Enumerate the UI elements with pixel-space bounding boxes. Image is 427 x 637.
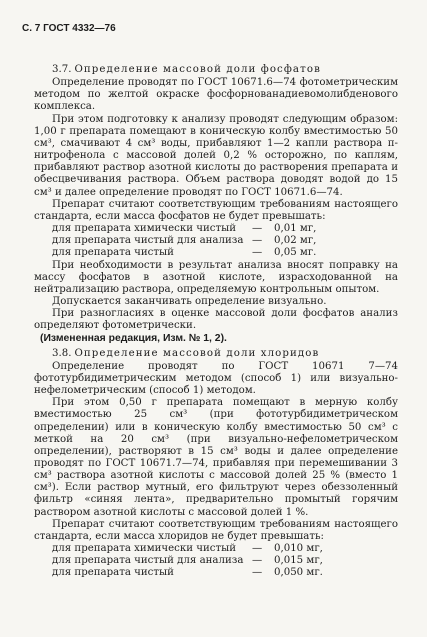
paragraph: Определение проводят по ГОСТ 10671.6—74 фотометрическим методом по желтой окраске фосфорнованадиевомолибденового комплекса. bbox=[34, 77, 398, 113]
paragraph: При необходимости в результат анализа вносят поправку на массу фосфатов в азотной кислоте, израсходованной на нейтрализацию раствора, определяемую контрольным опытом. bbox=[34, 259, 398, 295]
section-number: 3.7. bbox=[52, 64, 72, 75]
limit-row bbox=[34, 555, 398, 567]
limit-row bbox=[34, 247, 398, 259]
limit-grade: для препарата чистый bbox=[52, 567, 174, 579]
section-number: 3.8. bbox=[52, 347, 72, 359]
limit-value: 0,05 мг. bbox=[274, 247, 317, 259]
limit-dash: — bbox=[252, 235, 263, 247]
limit-row bbox=[34, 567, 398, 579]
chloride-limits-list bbox=[34, 543, 398, 579]
limit-value: 0,015 мг, bbox=[274, 555, 323, 567]
section-3-8-heading bbox=[34, 348, 398, 360]
document-body bbox=[34, 64, 398, 580]
limit-value: 0,010 мг, bbox=[274, 543, 323, 555]
limit-dash: — bbox=[252, 223, 263, 235]
limit-dash: — bbox=[252, 567, 263, 579]
section-title: Определение массовой доли хлоридов bbox=[74, 347, 320, 359]
limit-dash: — bbox=[252, 247, 263, 259]
limit-grade: для препарата чистый для анализа bbox=[52, 555, 244, 567]
section-3-7-heading bbox=[34, 64, 398, 76]
limit-row bbox=[34, 223, 398, 235]
limit-row bbox=[34, 543, 398, 555]
limit-row bbox=[34, 235, 398, 247]
paragraph: Препарат считают соответствующим требованиям настоящего стандарта, если масса фосфатов не будет превышать: bbox=[34, 198, 398, 222]
paragraph: При этом подготовку к анализу проводят следующим образом: 1,00 г препарата помещают в коническую колбу вместимостью 50 см³, смачивают 4 см³ воды, прибавляют 1—2 капли раствора п-нитрофенола с массовой долей 0,2 % осторожно, по каплям, прибавляют раствор азотной кислоты до растворения препарата и обесцвечивания раствора. Объем раствора доводят водой до 15 см³ и далее определение проводят по ГОСТ 10671.6—74. bbox=[34, 113, 398, 198]
paragraph: Препарат считают соответствующим требованиям настоящего стандарта, если масса хлоридов не будет превышать: bbox=[34, 518, 398, 542]
limit-grade: для препарата химически чистый bbox=[52, 543, 237, 555]
limit-value: 0,02 мг, bbox=[274, 235, 317, 247]
paragraph: При этом 0,50 г препарата помещают в мерную колбу вместимостью 25 см³ (при фототурбидиметрическом определении) или в коническую колбу вместимостью 50 см³ с меткой на 20 см³ (при визуально-нефелометрическом определении), растворяют в 15 см³ воды и далее определение проводят по ГОСТ 10671.7—74, прибавляя при перемешивании 3 см³ раствора азотной кислоты с массовой долей 25 % (вместо 1 см³). Если раствор мутный, его фильтруют через обеззоленный фильтр «синяя лента», предварительно промытый горячим раствором азотной кислоты с массовой долей 1 %. bbox=[34, 397, 398, 518]
paragraph: При разногласиях в оценке массовой доли фосфатов анализ определяют фотометрически. bbox=[34, 308, 398, 332]
paragraph: Допускается заканчивать определение визуально. bbox=[52, 295, 327, 307]
limit-value: 0,01 мг, bbox=[274, 223, 317, 235]
limit-grade: для препарата чистый bbox=[52, 247, 174, 259]
amendment-note: (Измененная редакция, Изм. № 1, 2). bbox=[40, 333, 227, 345]
limit-grade: для препарата химически чистый bbox=[52, 223, 237, 235]
paragraph: Определение проводят по ГОСТ 10671 7—74 фототурбидиметрическим методом (способ 1) или визуально-нефелометрическим (способ 1) методом. bbox=[34, 360, 398, 397]
limit-value: 0,050 мг. bbox=[274, 567, 323, 579]
page-header: С. 7 ГОСТ 4332—76 bbox=[22, 23, 116, 34]
limit-dash: — bbox=[252, 555, 263, 567]
section-title: Определение массовой доли фосфатов bbox=[74, 64, 321, 75]
limit-grade: для препарата чистый для анализа bbox=[52, 235, 244, 247]
phosphate-limits-list bbox=[34, 223, 398, 259]
limit-dash: — bbox=[252, 543, 263, 555]
